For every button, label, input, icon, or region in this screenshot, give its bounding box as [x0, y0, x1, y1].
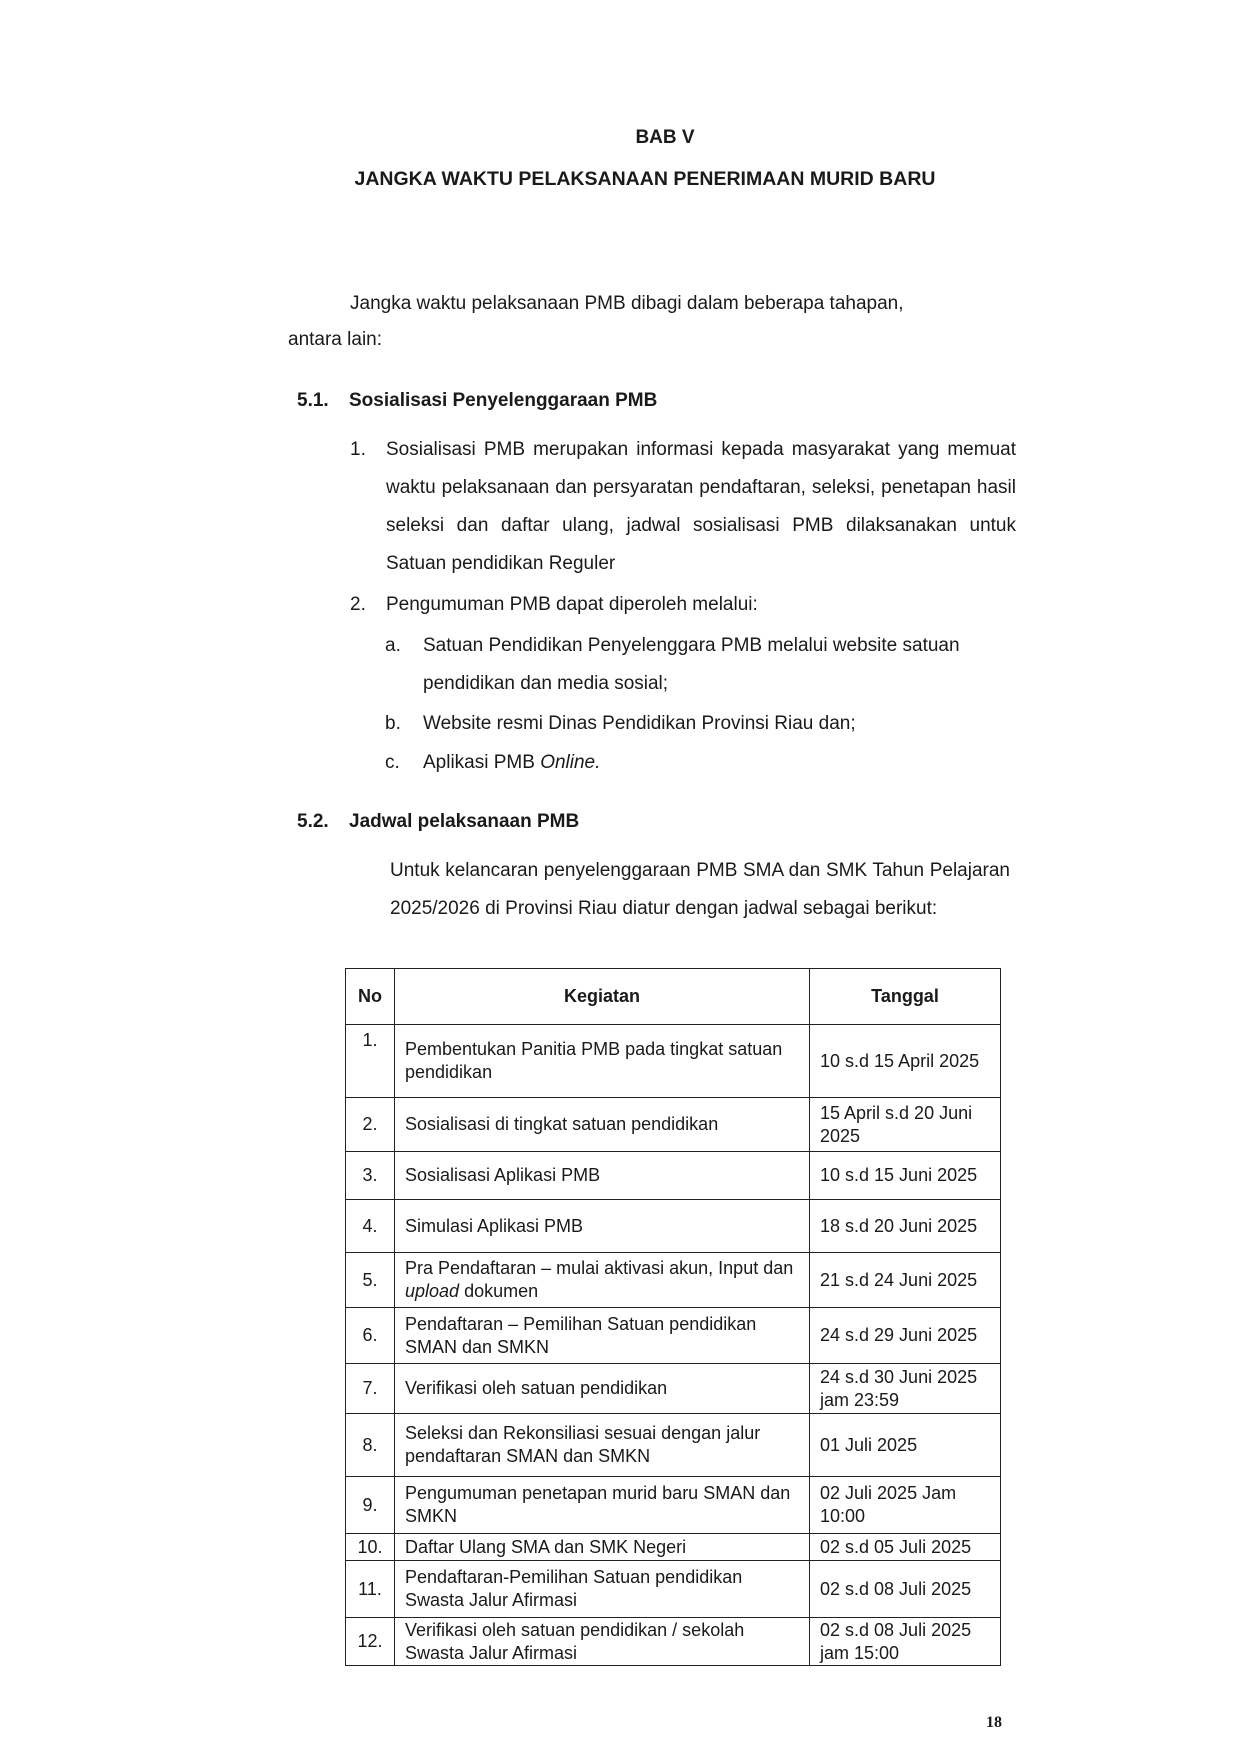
sub-item-text-italic: Online.: [540, 752, 601, 773]
row-date: 01 Juli 2025: [810, 1414, 1001, 1477]
row-date: 02 Juli 2025 Jam 10:00: [810, 1477, 1001, 1534]
row-number: 3.: [346, 1152, 395, 1200]
list-item-number: 2.: [350, 594, 366, 615]
row-activity: Seleksi dan Rekonsiliasi sesuai dengan jalur pendaftaran SMAN dan SMKN: [395, 1414, 810, 1477]
schedule-paragraph: Untuk kelancaran penyelenggaraan PMB SMA dan SMK Tahun Pelajaran 2025/2026 di Provinsi Riau diatur dengan jadwal sebagai berikut:: [390, 860, 1010, 919]
sub-item-text-plain: Aplikasi PMB: [423, 752, 541, 773]
table-header-row: [346, 969, 1001, 1025]
sub-item-text: Satuan Pendidikan Penyelenggara PMB melalui website satuan pendidikan dan media sosial;: [423, 635, 960, 694]
row-number: 12.: [346, 1618, 395, 1666]
row-number: 4.: [346, 1200, 395, 1253]
row-date: 02 s.d 08 Juli 2025: [810, 1561, 1001, 1618]
header-no: No: [346, 969, 395, 1025]
row-activity: Verifikasi oleh satuan pendidikan: [395, 1364, 810, 1414]
table-row: [346, 1477, 1001, 1534]
table-row: [346, 1618, 1001, 1666]
list-item-number: 1.: [350, 439, 366, 460]
table-row: [346, 1561, 1001, 1618]
intro-line-2: antara lain:: [288, 329, 383, 350]
sub-item-letter: c.: [385, 752, 400, 773]
table-row: [346, 1098, 1001, 1152]
row-date: 02 s.d 05 Juli 2025: [810, 1534, 1001, 1561]
row-activity-part: dokumen: [459, 1281, 539, 1301]
chapter-title: JANGKA WAKTU PELAKSANAAN PENERIMAAN MURID BARU: [354, 168, 936, 190]
sub-item-letter: b.: [385, 713, 401, 734]
list-item-text: Sosialisasi PMB merupakan informasi kepada masyarakat yang memuat waktu pelaksanaan dan persyaratan pendaftaran, seleksi, penetapan hasil seleksi dan daftar ulang, jadwal sosialisasi PMB dilaksanakan untuk Satuan pendidikan Reguler: [386, 439, 1016, 574]
sub-item-letter: a.: [385, 635, 401, 656]
table-row: [346, 1253, 1001, 1308]
chapter-label: BAB V: [635, 127, 695, 148]
row-number: 7.: [346, 1364, 395, 1414]
table-row: [346, 1364, 1001, 1414]
row-activity: Pengumuman penetapan murid baru SMAN dan SMKN: [395, 1477, 810, 1534]
sub-item-text: [423, 744, 1023, 782]
row-number: 5.: [346, 1253, 395, 1308]
section-title: Sosialisasi Penyelenggaraan PMB: [349, 390, 658, 411]
schedule-table: [345, 968, 1001, 1666]
row-date: 10 s.d 15 Juni 2025: [810, 1152, 1001, 1200]
header-kegiatan: Kegiatan: [395, 969, 810, 1025]
header-tanggal: Tanggal: [810, 969, 1001, 1025]
section-number: 5.1.: [297, 390, 329, 411]
row-date: 10 s.d 15 April 2025: [810, 1025, 1001, 1098]
table-row: [346, 1308, 1001, 1364]
row-date: 18 s.d 20 Juni 2025: [810, 1200, 1001, 1253]
list-item-text: Pengumuman PMB dapat diperoleh melalui:: [386, 594, 758, 615]
row-activity-part: Pra Pendaftaran – mulai aktivasi akun, Input dan: [405, 1258, 794, 1278]
section-title: Jadwal pelaksanaan PMB: [349, 811, 580, 832]
row-activity: [395, 1253, 810, 1308]
sub-item-text: Website resmi Dinas Pendidikan Provinsi Riau dan;: [423, 713, 856, 734]
row-date: 15 April s.d 20 Juni 2025: [810, 1098, 1001, 1152]
row-activity: Pendaftaran – Pemilihan Satuan pendidikan SMAN dan SMKN: [395, 1308, 810, 1364]
row-number: 9.: [346, 1477, 395, 1534]
row-number: 8.: [346, 1414, 395, 1477]
table-row: [346, 1534, 1001, 1561]
page-number: 18: [986, 1714, 1002, 1731]
row-date: 24 s.d 29 Juni 2025: [810, 1308, 1001, 1364]
row-date: 21 s.d 24 Juni 2025: [810, 1253, 1001, 1308]
section-number: 5.2.: [297, 811, 329, 832]
row-date: 02 s.d 08 Juli 2025 jam 15:00: [810, 1618, 1001, 1666]
row-activity: Pendaftaran-Pemilihan Satuan pendidikan Swasta Jalur Afirmasi: [395, 1561, 810, 1618]
intro-line-1: Jangka waktu pelaksanaan PMB dibagi dalam beberapa tahapan,: [350, 293, 904, 314]
row-activity: Pembentukan Panitia PMB pada tingkat satuan pendidikan: [395, 1025, 810, 1098]
row-date: 24 s.d 30 Juni 2025 jam 23:59: [810, 1364, 1001, 1414]
row-activity: Sosialisasi di tingkat satuan pendidikan: [395, 1098, 810, 1152]
row-number: 10.: [346, 1534, 395, 1561]
table-row: [346, 1152, 1001, 1200]
row-activity: Sosialisasi Aplikasi PMB: [395, 1152, 810, 1200]
row-number: 11.: [346, 1561, 395, 1618]
row-number: 1.: [346, 1025, 395, 1098]
row-activity: Daftar Ulang SMA dan SMK Negeri: [395, 1534, 810, 1561]
table-row: [346, 1414, 1001, 1477]
row-activity: Simulasi Aplikasi PMB: [395, 1200, 810, 1253]
row-activity-italic: upload: [405, 1281, 460, 1301]
row-number: 6.: [346, 1308, 395, 1364]
table-row: [346, 1200, 1001, 1253]
table-row: [346, 1025, 1001, 1098]
row-activity: Verifikasi oleh satuan pendidikan / sekolah Swasta Jalur Afirmasi: [395, 1618, 810, 1666]
row-number: 2.: [346, 1098, 395, 1152]
